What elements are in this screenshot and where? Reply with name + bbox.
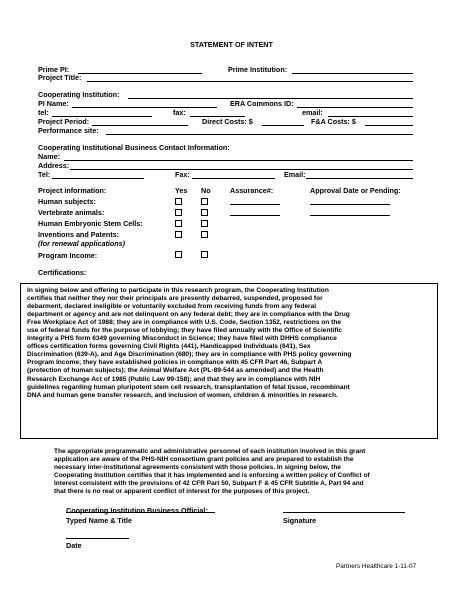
date-line[interactable] [66,538,129,539]
vertebrate-animals-assurance-field[interactable] [230,215,280,216]
signature-label: Signature [283,516,317,525]
performance-site-field[interactable] [106,134,413,135]
human-subjects-yes-checkbox[interactable] [175,198,182,205]
contact-tel-field[interactable] [52,178,144,179]
contact-fax-label: Fax: [175,170,190,179]
statement-text: The appropriate programmatic and administrative personnel of each institution involved in this grant application are aware of the PHS-NIH consortium grant policies and are prepared to establish the necessary inter-institutional agreements consistent with those policies. In signing below, the Cooperating Institution certifies that it has implemented and is enforcing a written policy of Conflict of Interest consistent with the provisions of 42 CFR Part 50, Subpart F & 45 CFR Subtitle A, Part 94 and that there is no real or apparent conflict of interest for the purposes of this project. [54,448,370,496]
certifications-box [20,283,438,439]
vertebrate-animals-approval-field[interactable] [310,215,390,216]
contact-address-label: Address: [38,161,70,170]
email-label: email: [302,108,323,117]
contact-name-field[interactable] [64,160,413,161]
date-label: Date [66,541,82,550]
stem-cells-yes-checkbox[interactable] [175,220,182,227]
inventions-yes-checkbox[interactable] [175,231,182,238]
renewal-note: (for renewal applications) [38,239,126,248]
stem-cells-no-checkbox[interactable] [201,220,208,227]
program-income-yes-checkbox[interactable] [175,251,182,258]
vertebrate-animals-no-checkbox[interactable] [201,209,208,216]
col-no: No [201,186,211,195]
business-contact-heading: Cooperating Institutional Business Contact Information: [38,143,230,152]
fa-costs-label: F&A Costs: $ [311,117,356,126]
prime-pi-field[interactable] [78,73,202,74]
certifications-heading: Certifications: [38,268,87,277]
direct-costs-field[interactable] [262,125,304,126]
project-info-heading: Project information: [38,186,107,195]
row-stem-cells: Human Embryonic Stem Cells: [38,219,143,228]
typed-name-label: Typed Name & Title [66,516,133,525]
human-subjects-assurance-field[interactable] [230,204,280,205]
fa-costs-field[interactable] [365,125,413,126]
vertebrate-animals-yes-checkbox[interactable] [175,209,182,216]
pi-name-label: PI Name: [38,99,69,108]
project-title-label: Project Title: [38,73,82,82]
project-period-field[interactable] [92,125,188,126]
pi-name-field[interactable] [72,107,217,108]
contact-name-label: Name: [38,152,60,161]
typed-name-line[interactable] [66,512,215,513]
col-approval: Approval Date or Pending: [310,186,401,195]
human-subjects-no-checkbox[interactable] [201,198,208,205]
contact-email-label: Email: [284,170,306,179]
human-subjects-approval-field[interactable] [310,204,390,205]
footer-text: Partners Healthcare 1-11-07 [336,563,417,570]
row-vertebrate-animals: Vertebrate animals: [38,208,105,217]
signature-line[interactable] [283,512,405,513]
contact-email-field[interactable] [306,178,413,179]
contact-tel-label: Tel: [38,170,51,179]
fax-label: fax: [173,108,186,117]
project-period-label: Project Period: [38,117,90,126]
row-inventions-patents: Inventions and Patents: [38,230,120,239]
contact-fax-field[interactable] [192,178,275,179]
program-income-no-checkbox[interactable] [201,251,208,258]
prime-institution-field[interactable] [292,73,413,74]
page-title: STATEMENT OF INTENT [190,40,273,49]
row-program-income: Program Income: [38,251,98,260]
performance-site-label: Performance site: [38,126,99,135]
certifications-text: In signing below and offering to participate in this research program, the Cooperating Institution certifies that neither they nor their principals are presently debarred, suspended, proposed for debarment, declared ineligible or voluntarily excluded from receiving funds from any federal department or agency and are not delinquent on any federal debt; they are in compliance with the Drug Free Workplace Act of 1988; they are in compliance with U.S. Code, Section 1352, restrictions on the use of federal funds for the purpose of lobbying; they have filed annually with the Office of Scientific Integrity a PHS form 6349 governing Misconduct in Science; they have filed with DHHS compliance offices certification forms governing Civil Rights (441), Handicapped Individuals (641), Sex Discrimination (639-A), and Age Discrimination (680); they are in compliance with PHS policy governing Program Income; they have established policies in compliance with 45 CFR Part 46, Subpart A (protection of human subjects); the Animal Welfare Act (PL-89-544 as amended) and the Health Research Exchange Act of 1985 (Public Law 99-158); and that they are in compliance with NIH guidelines regarding human pluripotent stem cell research, transplantation of fetal tissue, recombinant DNA and human gene transfer research, and inclusion of women, children & minorities in research. [27,287,352,399]
cooperating-institution-label: Cooperating Institution: [38,90,120,99]
direct-costs-label: Direct Costs: $ [202,117,253,126]
prime-institution-label: Prime Institution: [228,65,288,74]
contact-address-field[interactable] [70,169,413,170]
era-commons-id-label: ERA Commons ID: [230,99,294,108]
business-official-label: Cooperating Institution Business Official: [66,506,208,515]
row-human-subjects: Human subjects: [38,197,96,206]
col-assurance: Assurance#: [230,186,274,195]
col-yes: Yes [175,186,188,195]
tel-label: tel: [38,108,49,117]
prime-pi-label: Prime PI: [38,65,70,74]
project-title-field[interactable] [87,81,413,82]
inventions-no-checkbox[interactable] [201,231,208,238]
